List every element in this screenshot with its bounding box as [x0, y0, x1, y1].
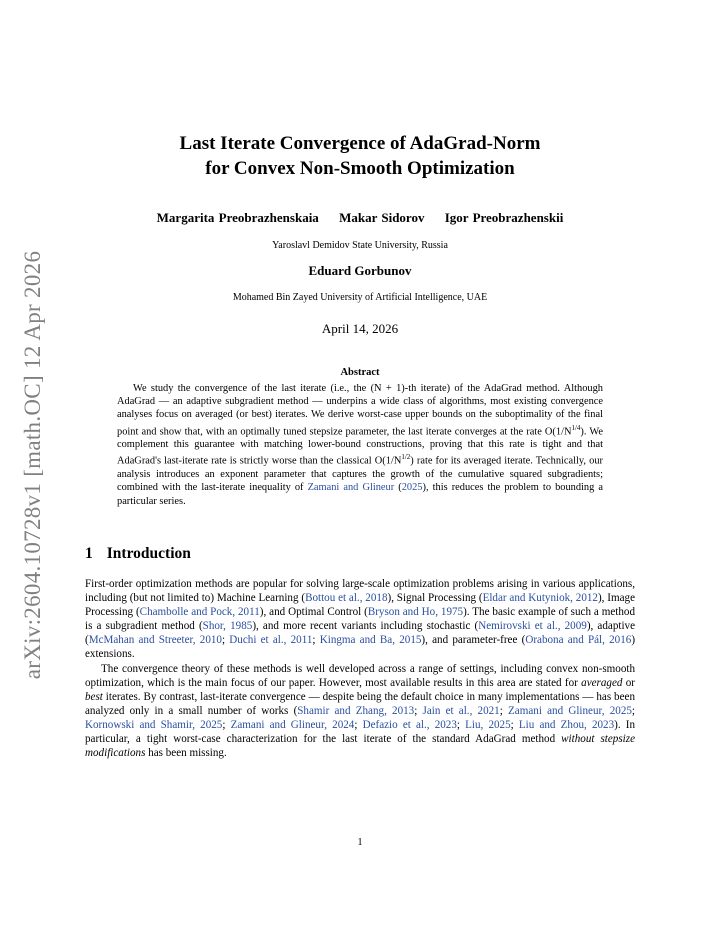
citation-link[interactable]: Liu, 2025 — [465, 718, 511, 731]
abstract-part: ). We complement this guarantee with matching lower-bound constructions, proving that this rate is tight and that AdaGrad's last-iterate rate is strictly worse than the classical O(1/N — [117, 426, 603, 467]
emphasis: without stepsize modifications — [85, 733, 635, 760]
citation-link[interactable]: Zamani and Glineur — [307, 482, 395, 494]
citation-link[interactable]: Jain et al., 2021 — [422, 704, 500, 717]
text-run: ), Image Processing ( — [85, 592, 635, 619]
affiliation-yaroslavl: Yaroslavl Demidov State University, Russia — [272, 240, 448, 251]
abstract-part: ) rate for its averaged iterate. Technically, our analysis introduces an exponent parameter that captures the growth of the cumulative squared subgradients; combined with the last-iterate inequality of — [117, 455, 603, 494]
text-run: ; — [312, 634, 320, 647]
text-run: ), adaptive ( — [85, 620, 636, 647]
author-list — [85, 210, 635, 226]
abstract-text — [117, 382, 603, 508]
emphasis: best — [85, 690, 103, 703]
text-run: ). In particular, a tight worst-case characterization for the last iterate of the standard AdaGrad method — [85, 718, 636, 746]
title-line-2: for Convex Non-Smooth Optimization — [205, 158, 515, 179]
paragraph — [85, 577, 635, 662]
publication-date: April 14, 2026 — [321, 321, 399, 336]
text-run: ; — [414, 704, 423, 717]
citation-link[interactable]: Eldar and Kutyniok, 2012 — [482, 592, 598, 605]
citation-link[interactable]: Duchi et al., 2011 — [229, 634, 313, 647]
text-run: ), and more recent variants including stochastic ( — [252, 620, 479, 633]
text-run: ; — [222, 718, 231, 731]
citation-link[interactable]: Chambolle and Pock, 2011 — [139, 606, 260, 619]
text-run: ). The basic example of such a method is a subgradient method ( — [85, 606, 636, 633]
text-run: has been missing. — [145, 747, 227, 760]
paper-title — [85, 131, 635, 181]
text-run: iterates. By contrast, last-iterate convergence — despite being the default choice in many implementations — has been analyzed only in a small number of works ( — [85, 690, 635, 717]
citation-link[interactable]: Bottou et al., 2018 — [305, 592, 388, 605]
abstract-exponent: 1/4 — [571, 423, 581, 432]
abstract-part: ( — [394, 482, 402, 494]
citation-link[interactable]: Zamani and Glineur, 2024 — [230, 718, 355, 731]
citation-link[interactable]: Zamani and Glineur, 2025 — [508, 704, 632, 717]
text-run: ; — [631, 704, 636, 717]
citation-link[interactable]: McMahan and Streeter, 2010 — [88, 634, 222, 647]
author-name: Makar Sidorov — [339, 210, 425, 225]
text-run: or — [622, 676, 636, 689]
title-line-1: Last Iterate Convergence of AdaGrad-Norm — [179, 133, 541, 154]
text-run: ), Signal Processing ( — [387, 592, 483, 605]
abstract-heading: Abstract — [340, 367, 380, 378]
text-run: ) extensions. — [85, 634, 636, 661]
text-run: ; — [510, 718, 519, 731]
citation-link[interactable]: Liu and Zhou, 2023 — [518, 718, 615, 731]
author-name: Margarita Preobrazhenskaia — [156, 210, 319, 225]
author-name-gorbunov: Eduard Gorbunov — [308, 263, 412, 278]
text-run: The convergence theory of these methods is well developed across a range of settings, including convex non-smooth optimization, which is the main focus of our paper. However, most available results in this area are stated for — [85, 662, 635, 689]
text-run: ), and Optimal Control ( — [259, 606, 368, 619]
paragraph — [85, 662, 635, 761]
section-number: 1 — [85, 545, 93, 562]
abstract-part: We study the convergence of the last iterate (i.e., the (N + 1)-th iterate) of the AdaGrad method. Although AdaGrad — an adaptive subgradient method — underpins a wide class of algorithms, most existing convergence analyses focus on averaged (or best) iterates. We derive worst-case upper bounds on the suboptimality of the final point and show that, with an optimally tuned stepsize parameter, the last iterate converges at the rate O(1/N — [117, 383, 603, 438]
text-run: ; — [456, 718, 466, 731]
abstract-part: ), this reduces the problem to bounding a particular series. — [117, 482, 604, 507]
abstract-exponent: 1/2 — [401, 453, 411, 462]
citation-link[interactable]: Kingma and Ba, 2015 — [319, 634, 422, 647]
section-title: Introduction — [106, 545, 191, 562]
citation-link[interactable]: Orabona and Pál, 2016 — [525, 634, 632, 647]
citation-link[interactable]: Shor, 1985 — [202, 620, 253, 633]
page-number: 1 — [357, 837, 363, 848]
arxiv-identifier: arXiv:2604.10728v1 [math.OC] 12 Apr 2026 — [20, 250, 45, 680]
citation-link[interactable]: Kornowski and Shamir, 2025 — [85, 718, 223, 731]
citation-link[interactable]: Defazio et al., 2023 — [362, 718, 457, 731]
citation-link[interactable]: 2025 — [401, 482, 423, 494]
text-run: ; — [221, 634, 230, 647]
text-run: First-order optimization methods are popular for solving large-scale optimization problems arising in various applications, including (but not limited to) Machine Learning ( — [85, 578, 635, 605]
section-heading-introduction — [85, 545, 191, 563]
text-run: ), and parameter-free ( — [421, 634, 526, 647]
introduction-body — [85, 577, 635, 760]
affiliation-mbzuai: Mohamed Bin Zayed University of Artificial Intelligence, UAE — [232, 292, 488, 303]
citation-link[interactable]: Bryson and Ho, 1975 — [367, 606, 464, 619]
citation-link[interactable]: Shamir and Zhang, 2013 — [297, 704, 415, 717]
emphasis: averaged — [581, 676, 623, 689]
text-run: ; — [354, 718, 363, 731]
citation-link[interactable]: Nemirovski et al., 2009 — [478, 620, 587, 633]
author-name: Igor Preobrazhenskii — [444, 210, 564, 225]
text-run: ; — [499, 704, 509, 717]
